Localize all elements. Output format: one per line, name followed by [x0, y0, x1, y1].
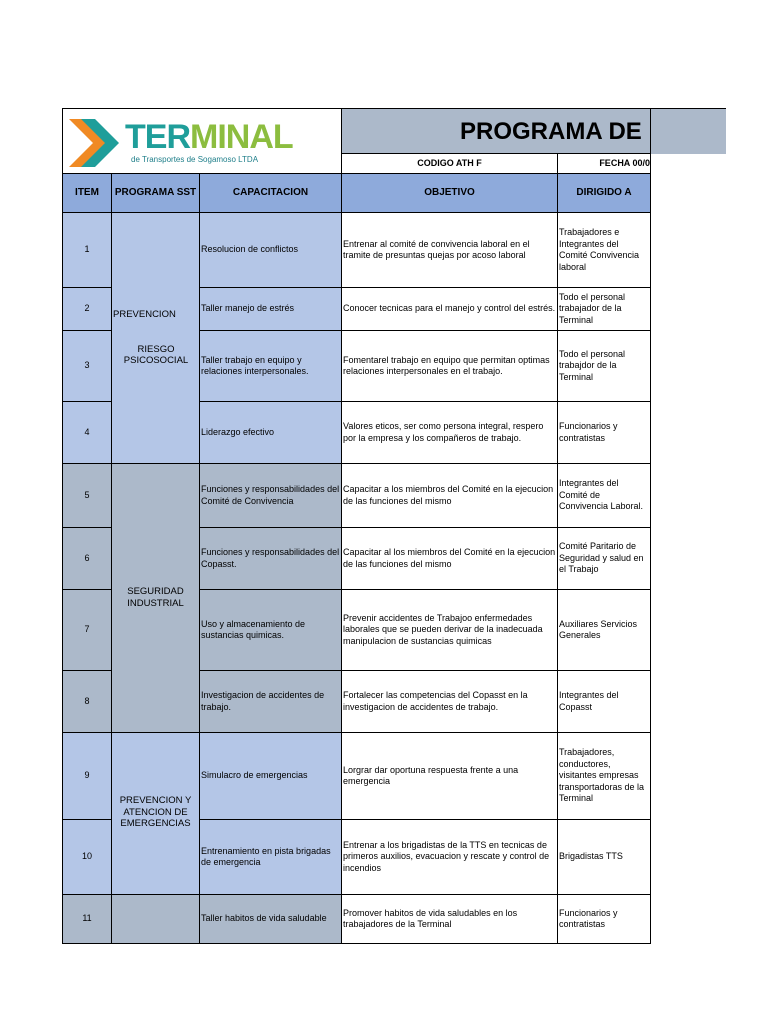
- col-header-objetivo: OBJETIVO: [341, 173, 558, 213]
- date-label: FECHA 00/0: [599, 157, 650, 168]
- terminal-logo-icon: [67, 115, 127, 171]
- item-cell: 6: [62, 527, 112, 590]
- program-cell-seguridad: [111, 463, 200, 733]
- program-cell-psicosocial: [111, 212, 200, 464]
- col-header-dirigido: DIRIGIDO A: [557, 173, 651, 213]
- logo-subtitle: de Transportes de Sogamoso LTDA: [131, 155, 259, 164]
- objetivo-cell: Lorgrar dar oportuna respuesta frente a una emergencia: [341, 732, 558, 820]
- item-cell: 2: [62, 287, 112, 331]
- dirigido-cell: Funcionarios y contratistas: [557, 894, 651, 944]
- objetivo-cell: Entrenar a los brigadistas de la TTS en tecnicas de primeros auxilios, evacuacion y rescate y control de incendios: [341, 819, 558, 895]
- objetivo-cell: Prevenir accidentes de Trabajoo enfermedades laborales que se pueden derivar de la inadecuada manipulacion de sustancias quimicas: [341, 589, 558, 671]
- col-header-programa: PROGRAMA SST: [111, 173, 200, 213]
- page-title: PROGRAMA DE: [460, 118, 642, 145]
- item-cell: 10: [62, 819, 112, 895]
- item-cell: 8: [62, 670, 112, 733]
- program-label-emergencias: PREVENCION Y ATENCION DE EMERGENCIAS: [119, 795, 192, 829]
- item-cell: 5: [62, 463, 112, 528]
- dirigido-cell: Integrantes del Copasst: [557, 670, 651, 733]
- logo-minal: MINAL: [190, 118, 293, 156]
- capacitacion-cell: Taller manejo de estrés: [199, 287, 342, 331]
- capacitacion-cell: Funciones y responsabilidades del Copasst.: [199, 527, 342, 590]
- dirigido-cell: Funcionarios y contratistas: [557, 401, 651, 464]
- objetivo-cell: Promover habitos de vida saludables en los trabajadores de la Terminal: [341, 894, 558, 944]
- item-cell: 4: [62, 401, 112, 464]
- capacitacion-cell: Resolucion de conflictos: [199, 212, 342, 288]
- dirigido-cell: Todo el personal trabajdor de la Terminal: [557, 330, 651, 402]
- program-label-riesgo: RIESGO PSICOSOCIAL: [123, 344, 189, 366]
- title-band: [342, 108, 726, 154]
- dirigido-cell: Trabajadores, conductores, visitantes empresas transportadoras de la Terminal: [557, 732, 651, 820]
- program-cell-emergencias: [111, 732, 200, 895]
- col-header-capacitacion: CAPACITACION: [199, 173, 342, 213]
- logo-wordmark: [125, 119, 293, 155]
- col-header-item: ITEM: [62, 173, 112, 213]
- logo-ter: TER: [125, 118, 190, 156]
- code-cell: [341, 153, 558, 174]
- capacitacion-cell: Funciones y responsabilidades del Comité de Convivencia: [199, 463, 342, 528]
- capacitacion-cell: Taller habitos de vida saludable: [199, 894, 342, 944]
- objetivo-cell: Capacitar al los miembros del Comité en la ejecucion de las funciones del mismo: [341, 527, 558, 590]
- capacitacion-cell: Liderazgo efectivo: [199, 401, 342, 464]
- capacitacion-cell: Investigacion de accidentes de trabajo.: [199, 670, 342, 733]
- dirigido-cell: Auxiliares Servicios Generales: [557, 589, 651, 671]
- item-cell: 1: [62, 212, 112, 288]
- dirigido-cell: Brigadistas TTS: [557, 819, 651, 895]
- capacitacion-cell: Uso y almacenamiento de sustancias quimicas.: [199, 589, 342, 671]
- dirigido-cell: Todo el personal trabajador de la Terminal: [557, 287, 651, 331]
- title-divider: [650, 108, 651, 154]
- item-cell: 11: [62, 894, 112, 944]
- logo-cell: [62, 108, 342, 174]
- objetivo-cell: Valores eticos, ser como persona integral, respero por la empresa y los compañeros de trabajo.: [341, 401, 558, 464]
- capacitacion-cell: Entrenamiento en pista brigadas de emergencia: [199, 819, 342, 895]
- item-cell: 3: [62, 330, 112, 402]
- objetivo-cell: Conocer tecnicas para el manejo y control del estrés.: [341, 287, 558, 331]
- objetivo-cell: Fomentarel trabajo en equipo que permitan optimas relaciones interpersonales en el trabajo.: [341, 330, 558, 402]
- code-label: CODIGO ATH F: [417, 157, 482, 168]
- program-label-seguridad: SEGURIDAD INDUSTRIAL: [127, 586, 184, 609]
- capacitacion-cell: Taller trabajo en equipo y relaciones interpersonales.: [199, 330, 342, 402]
- program-cell-empty: [111, 894, 200, 944]
- objetivo-cell: Fortalecer las competencias del Copasst en la investigacion de accidentes de trabajo.: [341, 670, 558, 733]
- dirigido-cell: Trabajadores e Integrantes del Comité Convivencia laboral: [557, 212, 651, 288]
- objetivo-cell: Entrenar al comité de convivencia laboral en el tramite de presuntas quejas por acoso laboral: [341, 212, 558, 288]
- capacitacion-cell: Simulacro de emergencias: [199, 732, 342, 820]
- date-cell: [557, 153, 651, 174]
- program-label-prevencion: PREVENCION: [113, 309, 176, 320]
- objetivo-cell: Capacitar a los miembros del Comité en la ejecucion de las funciones del mismo: [341, 463, 558, 528]
- dirigido-cell: Integrantes del Comité de Convivencia Laboral.: [557, 463, 651, 528]
- item-cell: 9: [62, 732, 112, 820]
- item-cell: 7: [62, 589, 112, 671]
- dirigido-cell: Comité Paritario de Seguridad y salud en el Trabajo: [557, 527, 651, 590]
